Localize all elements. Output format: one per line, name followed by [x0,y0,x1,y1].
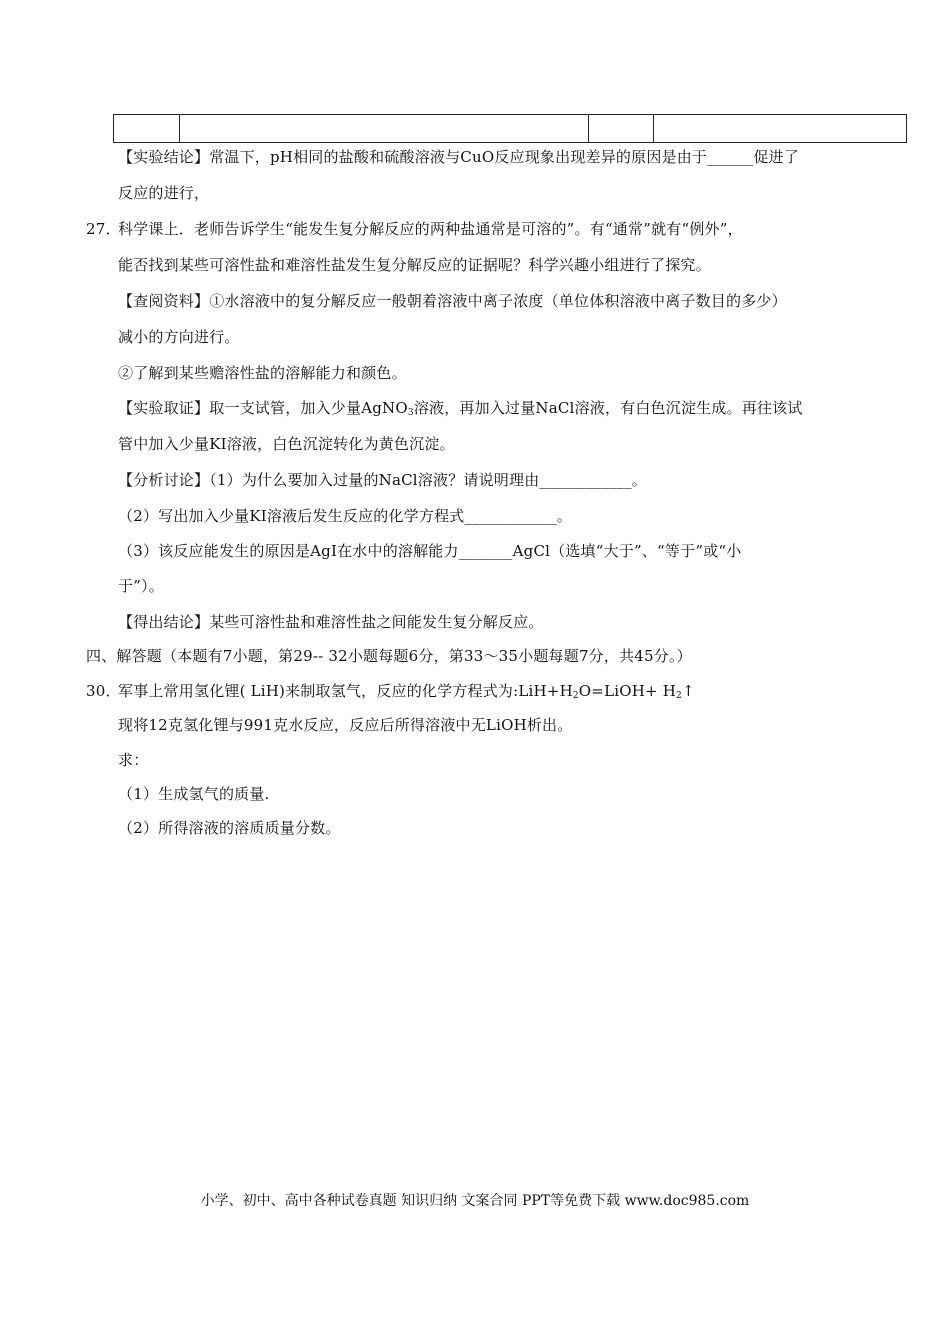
q30-line2: 现将12克氢化锂与991克水反应，反应后所得溶液中无LiOH析出。 [118,716,573,734]
question-number: 27． [86,220,121,238]
page-footer: 小学、初中、高中各种试卷真题 知识归纳 文案合同 PPT等免费下载 www.doc985.com [200,1193,750,1209]
subscript: 2 [676,691,682,701]
text: 军事上常用氢化锂( LiH)来制取氢气，反应的化学方程式为:LiH+H [118,682,573,700]
q27-intro-line1 [86,219,743,239]
table-cell [114,115,180,143]
section-label: 【得出结论】 [118,613,210,631]
q27-analysis-q1 [118,470,647,490]
section-label: 【实验结论】 [118,148,210,166]
q27-material-line1 [118,291,787,311]
text: 某些可溶性盐和难溶性盐之间能发生复分解反应。 [209,613,544,631]
q27-analysis-q3b: 于”）。 [118,577,164,595]
text: ↑ [681,682,695,700]
subscript: 2 [572,691,579,701]
text: 常温下，pH相同的盐酸和硫酸溶液与CuO反应现象出现差异的原因是由于______促进了 [209,148,799,166]
text: O=LiOH+ H [578,682,677,700]
q30-line1 [86,681,695,701]
q27-material-line1b: 减小的方向进行。 [118,328,240,346]
table-cell [654,115,907,143]
section-label: 【实验取证】 [118,399,210,417]
q30-ask: 求： [118,751,149,769]
question-number: 30． [86,682,121,700]
q30-sub2: （2）所得溶液的溶质质量分数。 [118,819,341,837]
q27-analysis-q3a: （3）该反应能发生的原因是AgI在水中的溶解能力_______AgCl（选填“大于”、“等于”或“小 [118,542,742,560]
q26-conclusion-line1 [118,147,799,167]
table-cell [589,115,654,143]
table-cell [180,115,589,143]
section-label: 【分析讨论】 [118,471,210,489]
text: ①水溶液中的复分解反应一般朝着溶液中离子浓度（单位体积溶液中离子数目的多少） [209,292,787,310]
table-row [114,115,907,143]
section4-heading: 四、解答题（本题有7小题，第29-- 32小题每题6分，第33～35小题每题7分，共45分。） [86,647,692,665]
q27-material-line2: ②了解到某些赡溶性盐的溶解能力和颜色。 [118,364,407,382]
q27-conclusion [118,612,544,632]
q26-conclusion-line2: 反应的进行， [118,184,210,202]
q30-sub1: （1）生成氢气的质量. [118,785,270,803]
text: 溶液，再加入过量NaCl溶液，有白色沉淀生成。再往该试 [413,399,803,417]
table-fragment [113,114,907,143]
q27-evidence-line2: 管中加入少量KI溶液，白色沉淀转化为黄色沉淀。 [118,435,455,453]
q27-analysis-q2: （2）写出加入少量KI溶液后发生反应的化学方程式____________。 [118,507,573,525]
text: 科学课上．老师告诉学生“能发生复分解反应的两种盐通常是可溶的”。有“通常”就有“例外”， [118,220,743,238]
q27-evidence-line1 [118,398,803,418]
text: 取一支试管，加入少量AgNO [209,399,408,417]
subscript: 3 [407,408,414,418]
q27-intro-line2: 能否找到某些可溶性盐和难溶性盐发生复分解反应的证据呢？科学兴趣小组进行了探究。 [118,256,711,274]
section-label: 【查阅资料】 [118,292,210,310]
text: （1）为什么要加入过量的NaCl溶液？请说明理由____________。 [209,471,647,489]
